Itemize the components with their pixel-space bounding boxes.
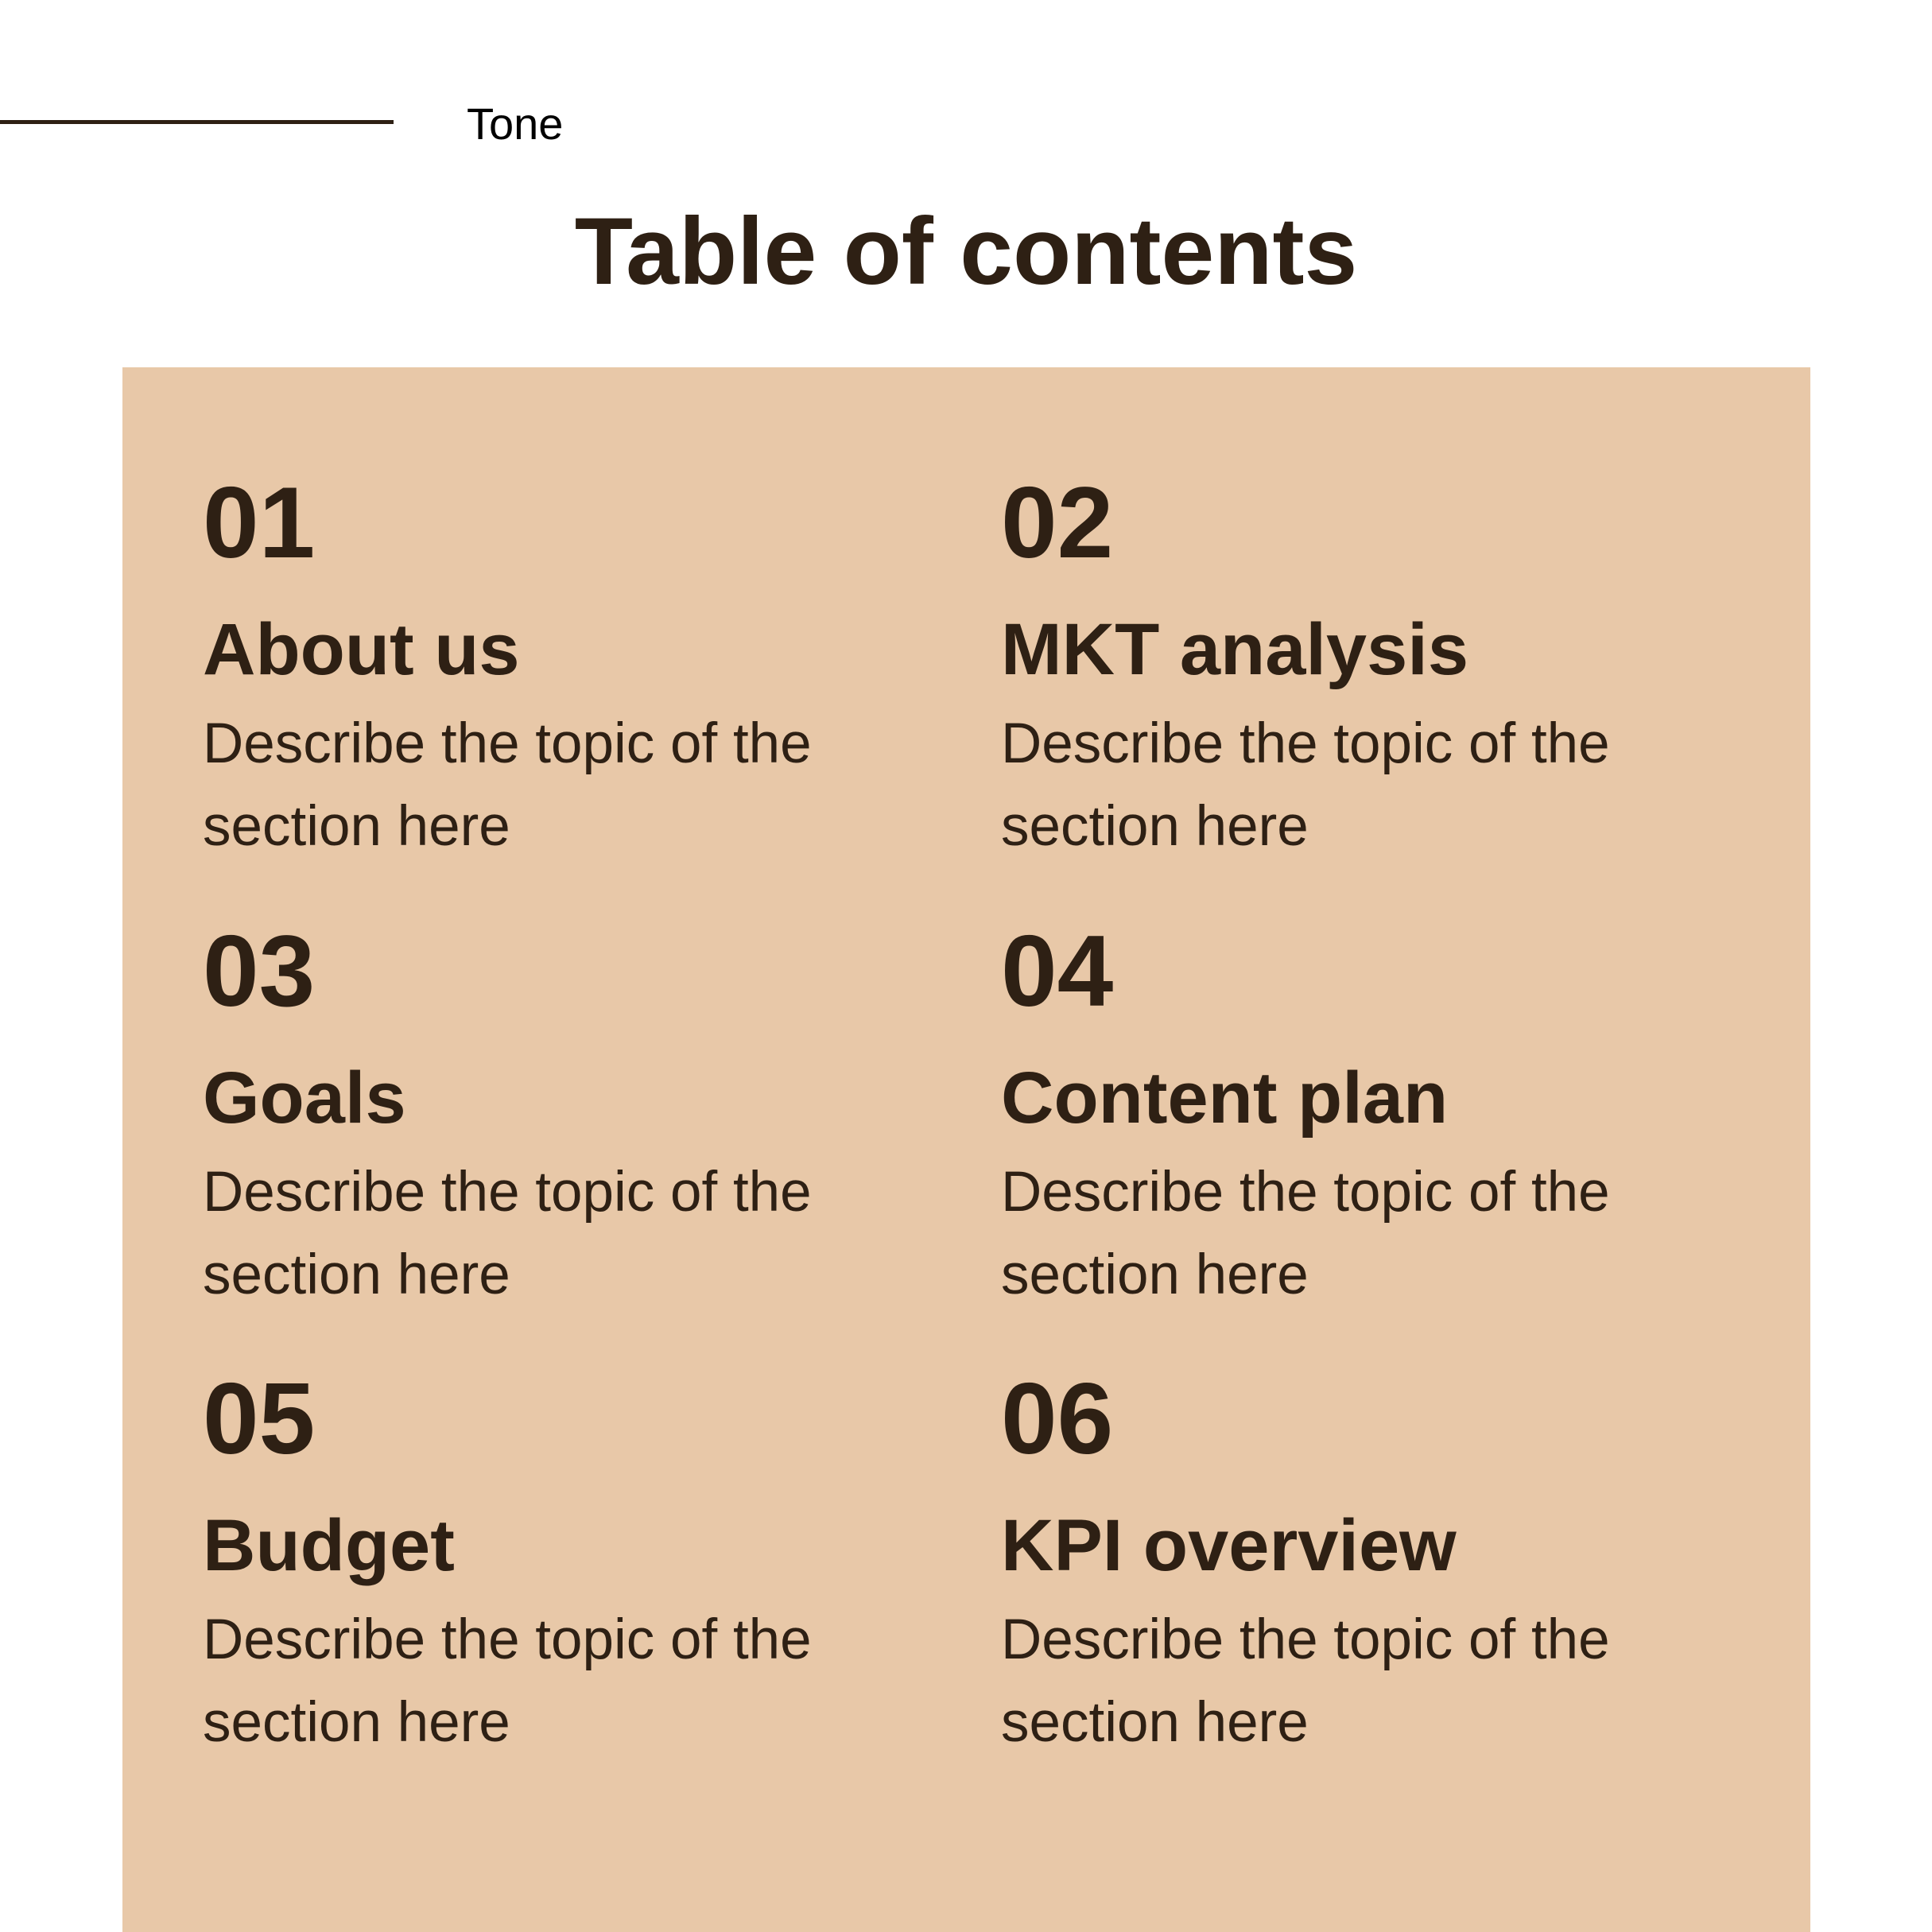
section-description: Describe the topic of the section here (1001, 1608, 1610, 1754)
brand-name: Tone (467, 99, 564, 149)
section-number: 05 (203, 1362, 316, 1475)
section-description: Describe the topic of the section here (203, 1161, 812, 1306)
header-divider-line (0, 120, 394, 124)
section-number: 02 (1001, 466, 1114, 579)
section-description: Describe the topic of the section here (1001, 1161, 1610, 1306)
section-description: Describe the topic of the section here (1001, 712, 1610, 858)
section-number: 06 (1001, 1362, 1114, 1475)
section-title: MKT analysis (1001, 609, 1468, 690)
section-description: Describe the topic of the section here (203, 1608, 812, 1754)
section-number: 01 (203, 466, 316, 579)
section-title: About us (203, 609, 520, 690)
section-title: Budget (203, 1505, 455, 1586)
section-number: 04 (1001, 914, 1114, 1027)
section-title: Content plan (1001, 1057, 1449, 1139)
section-number: 03 (203, 914, 316, 1027)
contents-panel (122, 367, 1810, 1932)
section-title: KPI overview (1001, 1505, 1457, 1586)
section-title: Goals (203, 1057, 406, 1139)
page-title: Table of contents (574, 198, 1358, 305)
section-description: Describe the topic of the section here (203, 712, 812, 858)
